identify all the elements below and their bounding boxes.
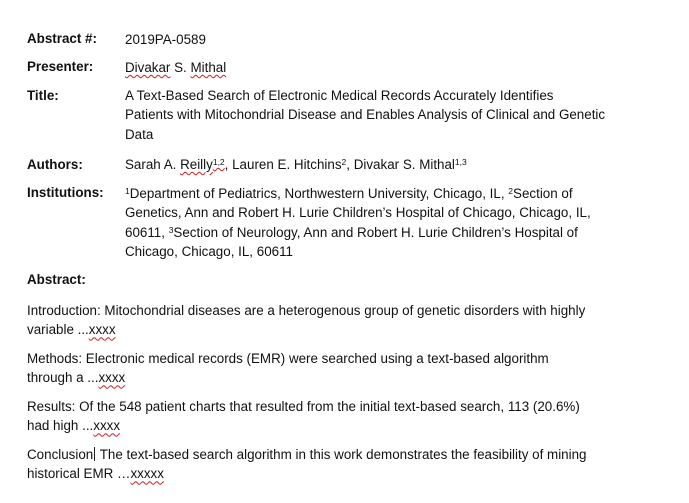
institutions-line	[125, 223, 673, 242]
paragraph-line: Introduction: Mitochondrial diseases are a heterogenous group of genetic disorders with highly	[27, 303, 586, 318]
title-label: Title:	[27, 88, 59, 103]
institutions-line: Chicago, Chicago, IL, 60611	[125, 243, 293, 259]
abstract-heading: Abstract:	[27, 272, 86, 287]
paragraph-text: had high ...	[27, 418, 94, 434]
author-1-name: Sarah A.	[125, 157, 181, 172]
author-3-name: , Divakar S. Mithal	[346, 157, 455, 172]
results-paragraph	[27, 397, 677, 436]
title-line: A Text-Based Search of Electronic Medical Records Accurately Identifies	[125, 88, 554, 103]
institutions-line: Genetics, Ann and Robert H. Lurie Children’s Hospital of Chicago, Chicago, IL,	[125, 205, 591, 221]
paragraph-text: variable ...	[27, 322, 89, 338]
title-value	[125, 86, 673, 144]
paragraph-line	[27, 416, 677, 435]
title-line: Patients with Mitochondrial Disease and Enables Analysis of Clinical and Genetic	[125, 107, 606, 123]
presenter-value	[125, 58, 673, 77]
institution-1-marker: 1	[125, 186, 130, 196]
institution-2-marker: 2	[508, 186, 514, 196]
abstract-number-value: 2019PA-0589	[125, 32, 206, 47]
institution-3-text: Section of Neurology, Ann and Robert H. Lurie Children’s Hospital of	[173, 224, 578, 240]
placeholder-text: xxxx	[88, 322, 116, 338]
paragraph-text: historical EMR …	[27, 466, 131, 482]
paragraph-text: The text-based search algorithm in this work demonstrates the feasibility of mining	[96, 447, 587, 462]
introduction-paragraph	[27, 301, 677, 340]
authors-value	[125, 155, 673, 174]
placeholder-text: xxxx	[93, 418, 121, 434]
institution-2-text: Section of	[513, 186, 573, 201]
paragraph-line	[27, 464, 677, 483]
institutions-value	[125, 184, 673, 261]
author-1-surname: Reilly	[180, 157, 213, 172]
presenter-middle: S.	[170, 60, 191, 75]
paragraph-text: through a ...	[27, 370, 99, 386]
presenter-last-name: Mithal	[190, 60, 227, 75]
authors-label: Authors:	[27, 157, 83, 172]
abstract-number-label: Abstract #:	[27, 31, 97, 46]
paragraph-line: Methods: Electronic medical records (EMR) were searched using a text-based algorithm	[27, 351, 549, 366]
institution-3-marker: 3	[168, 224, 174, 235]
presenter-first-name: Divakar	[125, 60, 171, 75]
institution-2-zip: 60611,	[125, 224, 169, 240]
conclusion-paragraph	[27, 445, 677, 484]
placeholder-text: xxxxx	[130, 466, 164, 482]
institutions-label: Institutions:	[27, 185, 104, 200]
paragraph-line	[27, 320, 677, 339]
title-line: Data	[125, 126, 154, 142]
paragraph-line	[27, 368, 677, 387]
paragraph-text: Conclusion	[27, 447, 94, 462]
author-3-affiliation: 1,3	[454, 157, 467, 167]
author-2-affiliation: 2	[341, 157, 347, 167]
placeholder-text: xxxx	[98, 370, 126, 386]
methods-paragraph	[27, 349, 677, 388]
author-2-name: , Lauren E. Hitchins	[224, 157, 342, 172]
author-1-affiliation: 1,2	[212, 157, 225, 167]
institutions-line	[125, 184, 673, 203]
institution-1-text: Department of Pediatrics, Northwestern University, Chicago, IL,	[129, 186, 509, 201]
presenter-label: Presenter:	[27, 59, 94, 74]
paragraph-line: Results: Of the 548 patient charts that resulted from the initial text-based search, 113 (20.6%)	[27, 399, 580, 414]
paragraph-line	[27, 445, 677, 464]
